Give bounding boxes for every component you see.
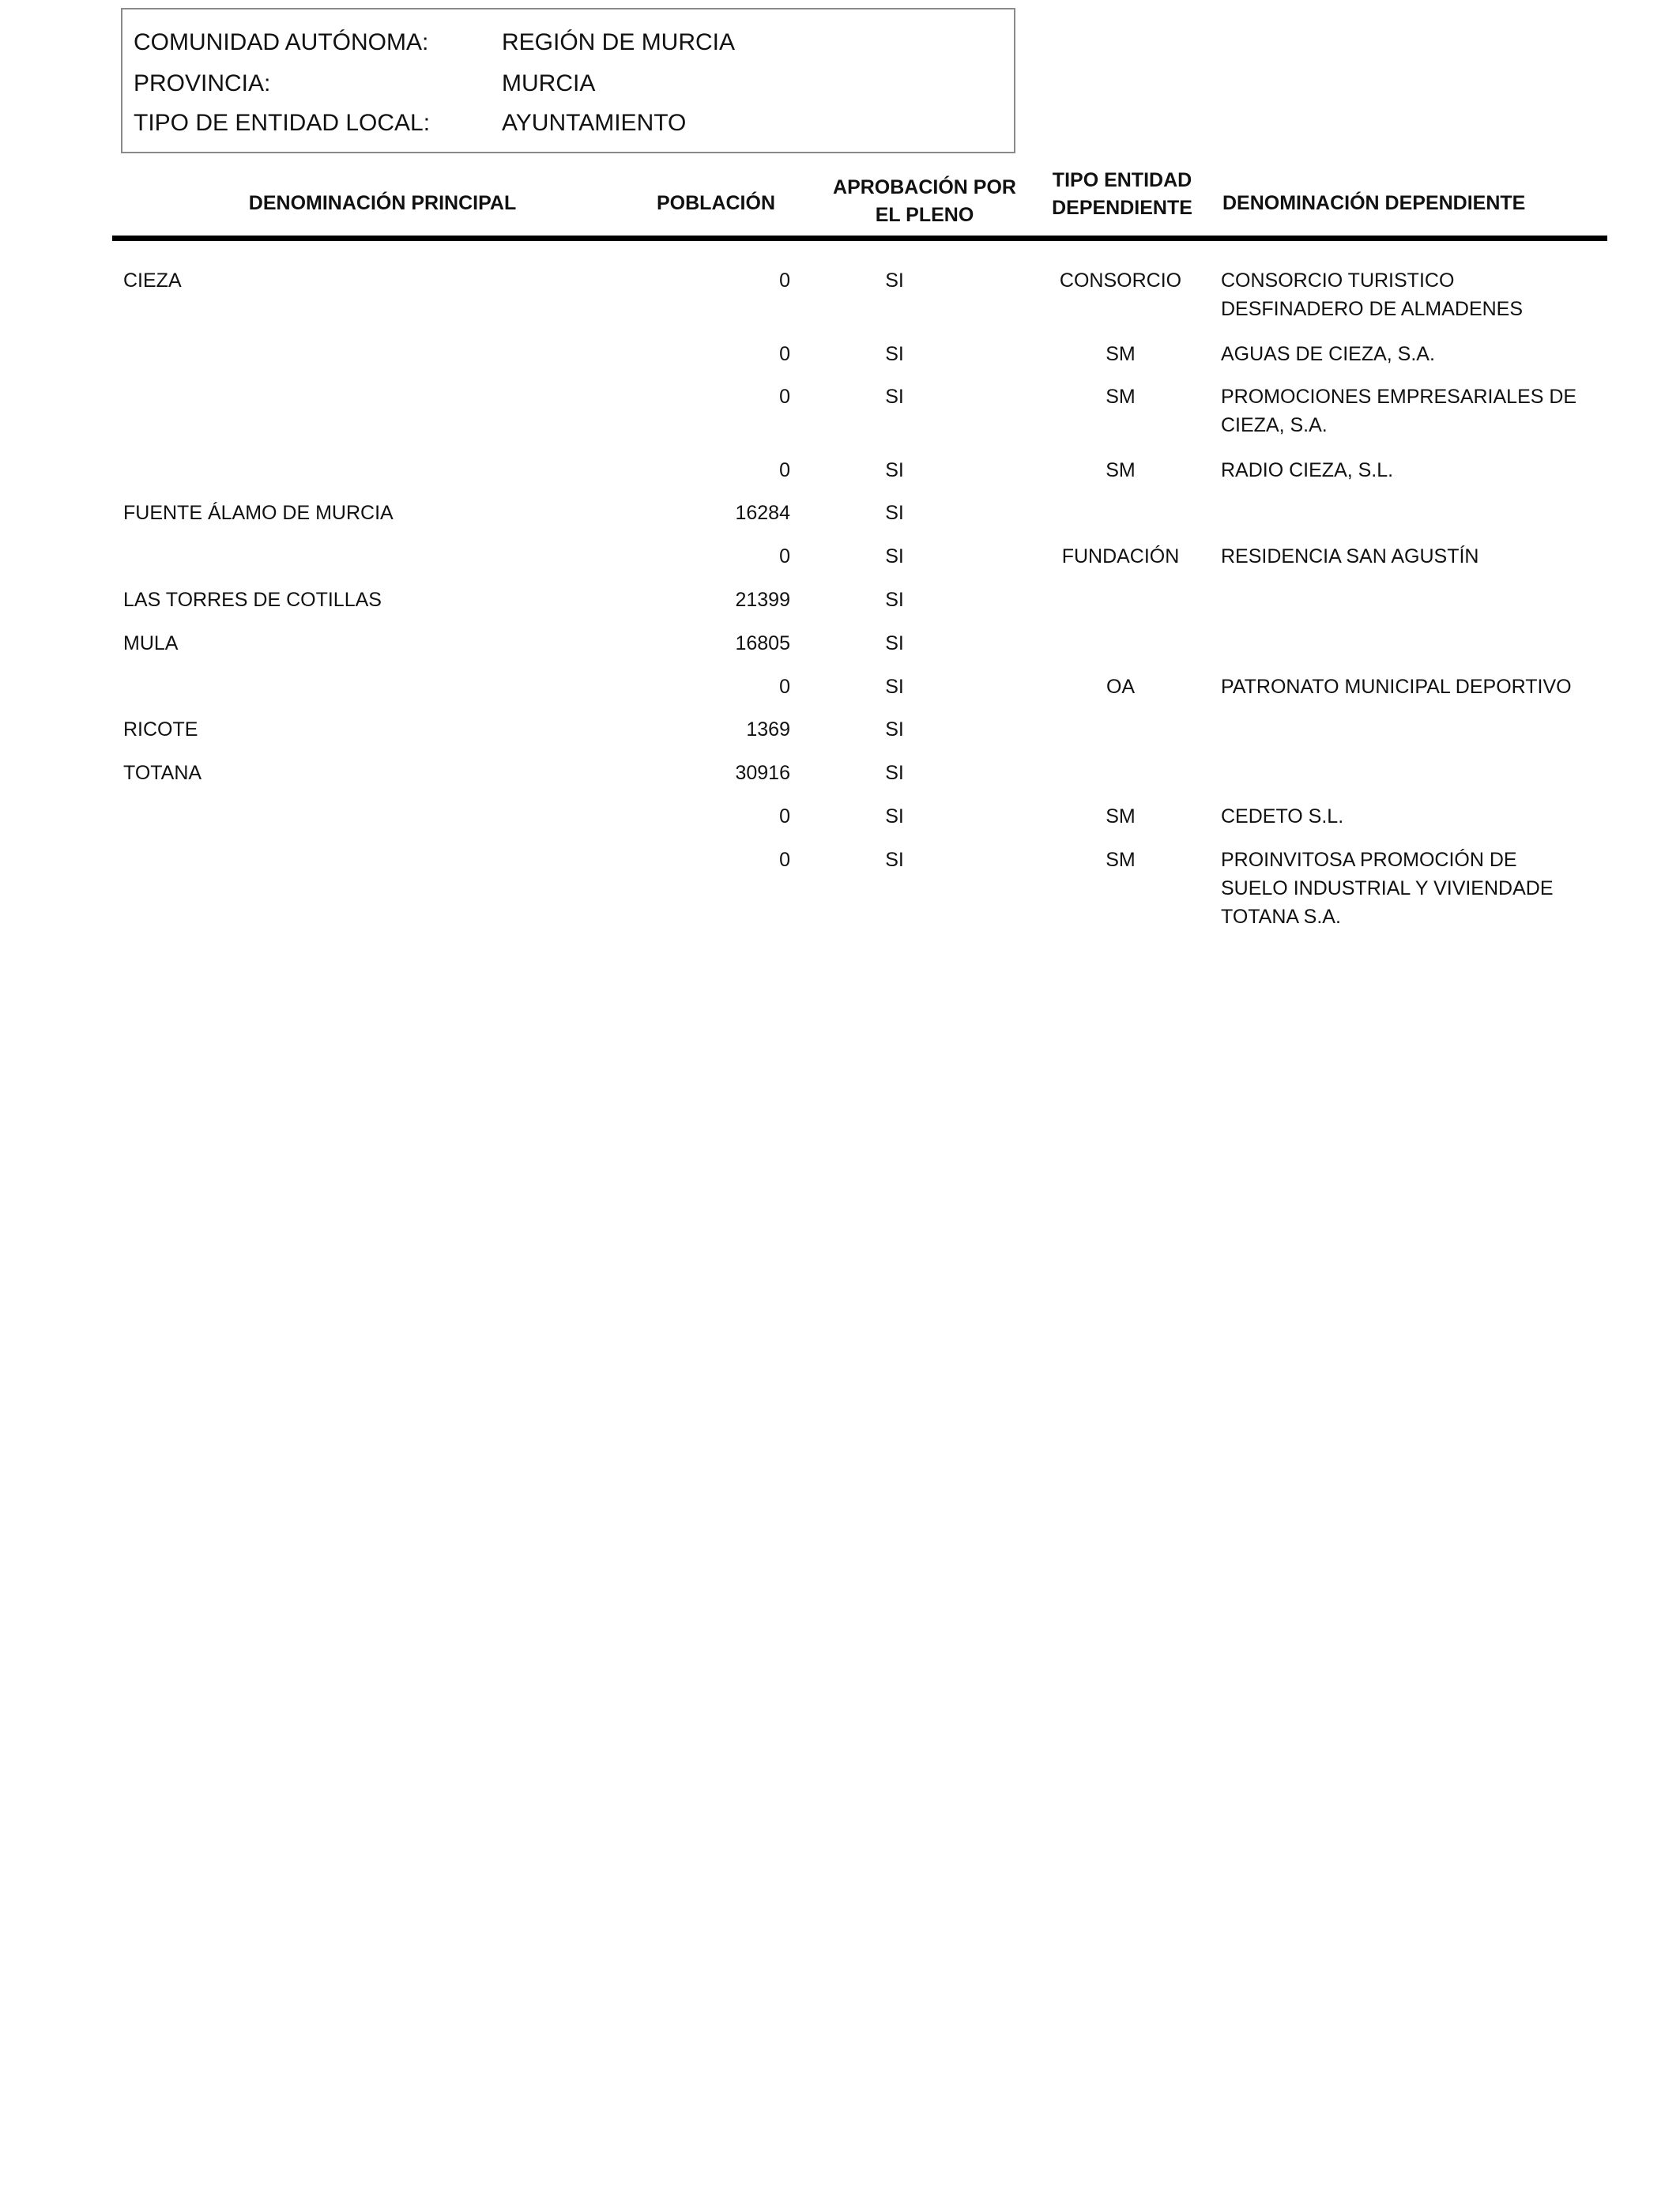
tipo-entidad-label: TIPO DE ENTIDAD LOCAL: [134, 110, 431, 136]
row-tipo-entidad: SM [1106, 849, 1136, 871]
row-aprobacion: SI [885, 676, 904, 698]
comunidad-label: COMUNIDAD AUTÓNOMA: [134, 29, 429, 55]
row-poblacion: 0 [779, 386, 790, 408]
row-poblacion: 16284 [735, 502, 790, 524]
row-aprobacion: SI [885, 502, 904, 524]
row-denominacion-dependiente: CONSORCIO TURISTICO DESFINADERO DE ALMADENES [1221, 270, 1524, 320]
header-denominacion-dependiente: DENOMINACIÓN DEPENDIENTE [1222, 192, 1526, 214]
row-aprobacion: SI [885, 343, 904, 365]
row-poblacion: 0 [779, 459, 790, 481]
row-aprobacion: SI [885, 632, 904, 654]
row-denominacion-dependiente: CEDETO S.L. [1221, 805, 1344, 827]
row-aprobacion: SI [885, 270, 904, 292]
row-tipo-entidad: FUNDACIÓN [1061, 545, 1180, 567]
row-tipo-entidad: CONSORCIO [1059, 270, 1182, 292]
row-poblacion: 0 [779, 545, 790, 567]
row-aprobacion: SI [885, 849, 904, 871]
row-denominacion-dependiente: PATRONATO MUNICIPAL DEPORTIVO [1221, 676, 1572, 698]
comunidad-value: REGIÓN DE MURCIA [502, 29, 736, 55]
row-poblacion: 0 [779, 343, 790, 365]
row-poblacion: 21399 [735, 589, 790, 611]
row-denominacion-principal: FUENTE ÁLAMO DE MURCIA [123, 502, 394, 524]
row-aprobacion: SI [885, 545, 904, 567]
row-aprobacion: SI [885, 459, 904, 481]
header-aprobacion-line1: APROBACIÓN POR [833, 176, 1016, 198]
row-poblacion: 30916 [735, 762, 790, 784]
row-tipo-entidad: OA [1106, 676, 1136, 698]
header-aprobacion-line2: EL PLENO [875, 204, 974, 226]
row-tipo-entidad: SM [1106, 386, 1136, 408]
row-denominacion-principal: CIEZA [123, 270, 182, 292]
header-tipo-line1: TIPO ENTIDAD [1052, 169, 1192, 191]
row-poblacion: 1369 [746, 718, 790, 741]
row-tipo-entidad: SM [1106, 805, 1136, 827]
row-denominacion-dependiente: PROINVITOSA PROMOCIÓN DE SUELO INDUSTRIAL Y VIVIENDADE TOTANA S.A. [1221, 849, 1554, 928]
info-box [121, 8, 1015, 153]
header-rule [112, 236, 1607, 241]
row-aprobacion: SI [885, 589, 904, 611]
row-denominacion-principal: LAS TORRES DE COTILLAS [123, 589, 382, 611]
header-poblacion: POBLACIÓN [657, 192, 775, 214]
row-tipo-entidad: SM [1106, 459, 1136, 481]
row-tipo-entidad: SM [1106, 343, 1136, 365]
header-tipo-entidad [1027, 167, 1217, 222]
header-tipo-line2: DEPENDIENTE [1052, 197, 1192, 219]
row-denominacion-principal: TOTANA [123, 762, 202, 784]
row-poblacion: 0 [779, 270, 790, 292]
tipo-entidad-value: AYUNTAMIENTO [502, 110, 687, 136]
row-poblacion: 0 [779, 805, 790, 827]
row-poblacion: 16805 [735, 632, 790, 654]
row-denominacion-dependiente: PROMOCIONES EMPRESARIALES DE CIEZA, S.A. [1221, 386, 1577, 436]
row-poblacion: 0 [779, 849, 790, 871]
row-denominacion-principal: MULA [123, 632, 179, 654]
row-aprobacion: SI [885, 386, 904, 408]
provincia-value: MURCIA [502, 70, 596, 96]
row-denominacion-dependiente: RESIDENCIA SAN AGUSTÍN [1221, 545, 1479, 567]
row-denominacion-dependiente: AGUAS DE CIEZA, S.A. [1221, 343, 1435, 365]
row-denominacion-principal: RICOTE [123, 718, 198, 741]
header-denominacion-principal: DENOMINACIÓN PRINCIPAL [248, 192, 517, 214]
row-aprobacion: SI [885, 718, 904, 741]
row-poblacion: 0 [779, 676, 790, 698]
row-aprobacion: SI [885, 805, 904, 827]
row-aprobacion: SI [885, 762, 904, 784]
provincia-label: PROVINCIA: [134, 70, 271, 96]
header-aprobacion [814, 174, 1035, 229]
row-denominacion-dependiente: RADIO CIEZA, S.L. [1221, 459, 1394, 481]
